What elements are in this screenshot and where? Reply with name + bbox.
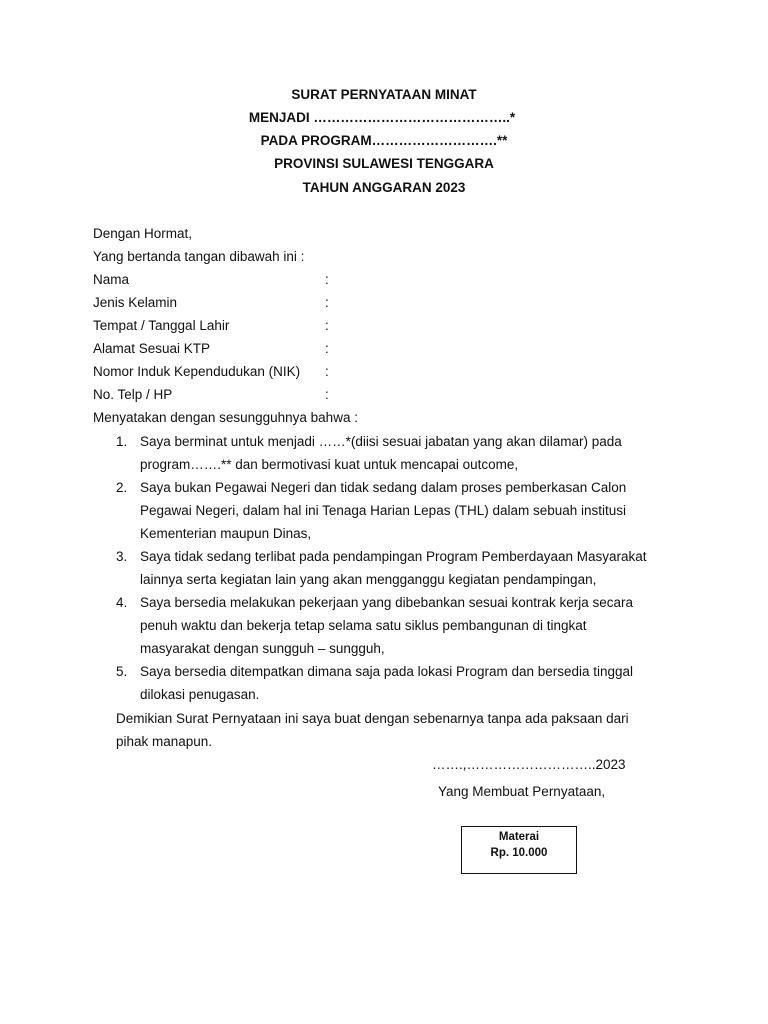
list-item-text: Saya bersedia ditempatkan dimana saja pada lokasi Program dan bersedia tinggal — [140, 664, 634, 679]
field-colon: : — [325, 341, 329, 356]
doc-title: SURAT PERNYATAAN MINAT — [291, 87, 477, 102]
list-item-text: dilokasi penugasan. — [140, 687, 260, 702]
field-colon: : — [325, 364, 329, 379]
list-item-number: 3. — [116, 549, 128, 564]
doc-title-year: TAHUN ANGGARAN 2023 — [302, 180, 466, 195]
list-item-text: penuh waktu dan bekerja tetap selama satu siklus pembangunan di tingkat — [140, 618, 587, 633]
greeting: Dengan Hormat, — [93, 226, 193, 241]
materai-label: Materai — [498, 831, 540, 843]
field-label-telp: No. Telp / HP — [93, 387, 173, 402]
place-date-field: …….,………………………..2023 — [432, 757, 626, 772]
field-label-alamat: Alamat Sesuai KTP — [93, 341, 211, 356]
closing-text: pihak manapun. — [116, 734, 213, 749]
list-item-text: masyarakat dengan sungguh – sungguh, — [140, 641, 385, 656]
materai-stamp-box — [461, 826, 577, 874]
field-colon: : — [325, 295, 329, 310]
field-label-nik: Nomor Induk Kependudukan (NIK) — [93, 364, 301, 379]
signer-label: Yang Membuat Pernyataan, — [438, 784, 606, 799]
list-item-text: Pegawai Negeri, dalam hal ini Tenaga Harian Lepas (THL) dalam sebuah institusi — [140, 503, 627, 518]
doc-title-program: PADA PROGRAM……………………….** — [260, 133, 508, 148]
closing-text: Demikian Surat Pernyataan ini saya buat dengan sebenarnya tanpa ada paksaan dari — [116, 711, 629, 726]
field-colon: : — [325, 387, 329, 402]
list-item-number: 1. — [116, 434, 128, 449]
list-item-text: Saya bukan Pegawai Negeri dan tidak sedang dalam proses pemberkasan Calon — [140, 480, 627, 495]
field-label-tempat-tanggal-lahir: Tempat / Tanggal Lahir — [93, 318, 230, 333]
list-item-text: Saya tidak sedang terlibat pada pendampingan Program Pemberdayaan Masyarakat — [140, 549, 647, 564]
list-item-text: lainnya serta kegiatan lain yang akan mengganggu kegiatan pendampingan, — [140, 572, 597, 587]
list-item-number: 2. — [116, 480, 128, 495]
doc-title-menjadi: MENJADI ……………………………………..* — [248, 110, 516, 125]
statement-intro: Menyatakan dengan sesungguhnya bahwa : — [93, 410, 358, 425]
field-colon: : — [325, 318, 329, 333]
list-item-number: 4. — [116, 595, 128, 610]
field-colon: : — [325, 272, 329, 287]
intro-text: Yang bertanda tangan dibawah ini : — [93, 249, 305, 264]
materai-value: Rp. 10.000 — [490, 847, 548, 859]
list-item-text: Saya berminat untuk menjadi ……*(diisi sesuai jabatan yang akan dilamar) pada — [140, 434, 622, 449]
field-label-jenis-kelamin: Jenis Kelamin — [93, 295, 178, 310]
list-item-number: 5. — [116, 664, 128, 679]
list-item-text: Saya bersedia melakukan pekerjaan yang dibebankan sesuai kontrak kerja secara — [140, 595, 634, 610]
doc-title-province: PROVINSI SULAWESI TENGGARA — [274, 156, 494, 171]
list-item-text: program…….** dan bermotivasi kuat untuk mencapai outcome, — [140, 457, 519, 472]
list-item-text: Kementerian maupun Dinas, — [140, 526, 312, 541]
field-label-nama: Nama — [93, 272, 130, 287]
